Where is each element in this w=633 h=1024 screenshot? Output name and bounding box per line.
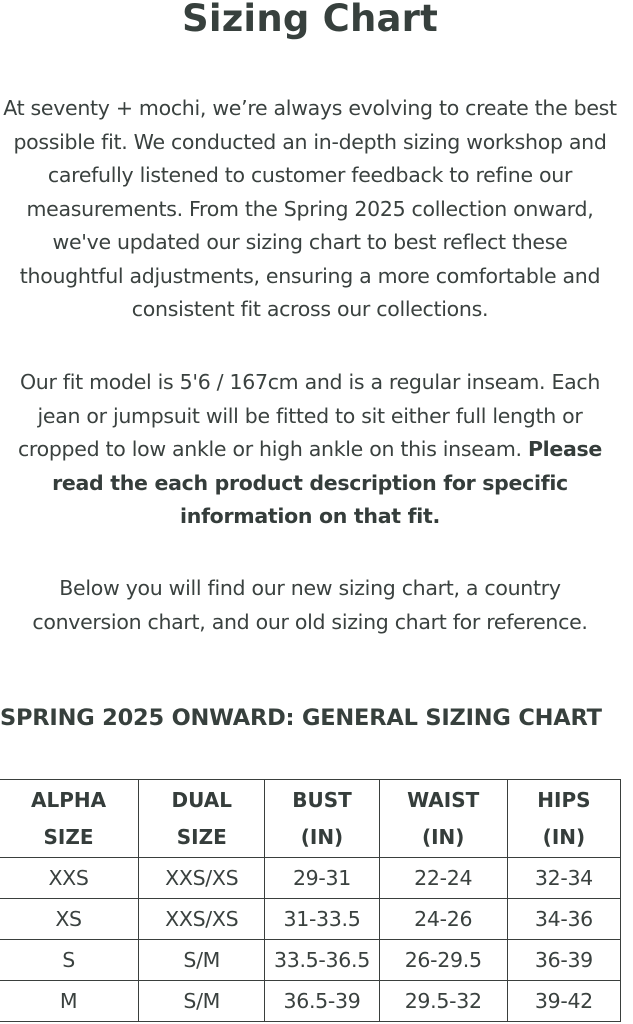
table-row xyxy=(0,981,621,1022)
header-waist: WAIST (IN) xyxy=(379,780,507,858)
intro-line: measurements. From the Spring 2025 collection onward, xyxy=(26,196,594,221)
table-row xyxy=(0,940,621,981)
intro-line: thoughtful adjustments, ensuring a more comfortable and xyxy=(19,263,601,288)
fit-model-text: cropped to low ankle or high ankle on this inseam. xyxy=(17,437,528,461)
section-heading: SPRING 2025 ONWARD: GENERAL SIZING CHART xyxy=(0,705,602,731)
cell-waist: 22-24 xyxy=(379,858,507,899)
table-row xyxy=(0,899,621,940)
page-title: Sizing Chart xyxy=(181,0,439,40)
cell-alpha-size: XS xyxy=(0,899,139,940)
cell-bust: 29-31 xyxy=(265,858,379,899)
header-hips: HIPS (IN) xyxy=(507,780,620,858)
cell-waist: 24-26 xyxy=(379,899,507,940)
fit-model-emphasis: Please xyxy=(527,437,603,461)
cell-dual-size: XXS/XS xyxy=(139,899,265,940)
cell-waist: 26-29.5 xyxy=(379,940,507,981)
table-row xyxy=(0,858,621,899)
intro-line: possible fit. We conducted an in-depth sizing workshop and xyxy=(13,129,607,154)
reference-line: Below you will find our new sizing chart, a country xyxy=(59,576,561,600)
fit-model-line: Our fit model is 5'6 / 167cm and is a regular inseam. Each xyxy=(19,370,601,394)
cell-hips: 34-36 xyxy=(507,899,620,940)
cell-dual-size: XXS/XS xyxy=(139,858,265,899)
cell-alpha-size: M xyxy=(0,981,139,1022)
cell-hips: 36-39 xyxy=(507,940,620,981)
fit-model-line xyxy=(0,467,620,501)
cell-dual-size: S/M xyxy=(139,981,265,1022)
intro-line: we've updated our sizing chart to best reflect these xyxy=(52,230,568,254)
intro-line: consistent fit across our collections. xyxy=(131,297,489,321)
reference-paragraph xyxy=(0,572,620,639)
cell-waist: 29.5-32 xyxy=(379,981,507,1022)
cell-hips: 32-34 xyxy=(507,858,620,899)
cell-dual-size: S/M xyxy=(139,940,265,981)
intro-line: carefully listened to customer feedback to refine our xyxy=(47,163,573,187)
fit-model-line xyxy=(0,500,620,534)
cell-hips: 39-42 xyxy=(507,981,620,1022)
cell-alpha-size: S xyxy=(0,940,139,981)
cell-alpha-size: XXS xyxy=(0,858,139,899)
cell-bust: 31-33.5 xyxy=(265,899,379,940)
fit-model-line xyxy=(0,433,620,467)
reference-line: conversion chart, and our old sizing chart for reference. xyxy=(32,609,588,634)
header-dual-size: DUAL SIZE xyxy=(139,780,265,858)
table-header-row xyxy=(0,780,621,858)
cell-bust: 36.5-39 xyxy=(265,981,379,1022)
fit-model-emphasis: information on that fit. xyxy=(180,504,440,528)
intro-line: At seventy + mochi, we’re always evolving to create the best xyxy=(3,96,617,120)
header-bust: BUST (IN) xyxy=(265,780,379,858)
fit-model-paragraph xyxy=(0,366,620,534)
sizing-table xyxy=(0,779,621,1022)
header-alpha-size: ALPHA SIZE xyxy=(0,780,139,858)
cell-bust: 33.5-36.5 xyxy=(265,940,379,981)
fit-model-emphasis: read the each product description for specific xyxy=(52,470,568,495)
intro-paragraph xyxy=(0,92,620,327)
fit-model-line: jean or jumpsuit will be fitted to sit either full length or xyxy=(37,403,583,428)
